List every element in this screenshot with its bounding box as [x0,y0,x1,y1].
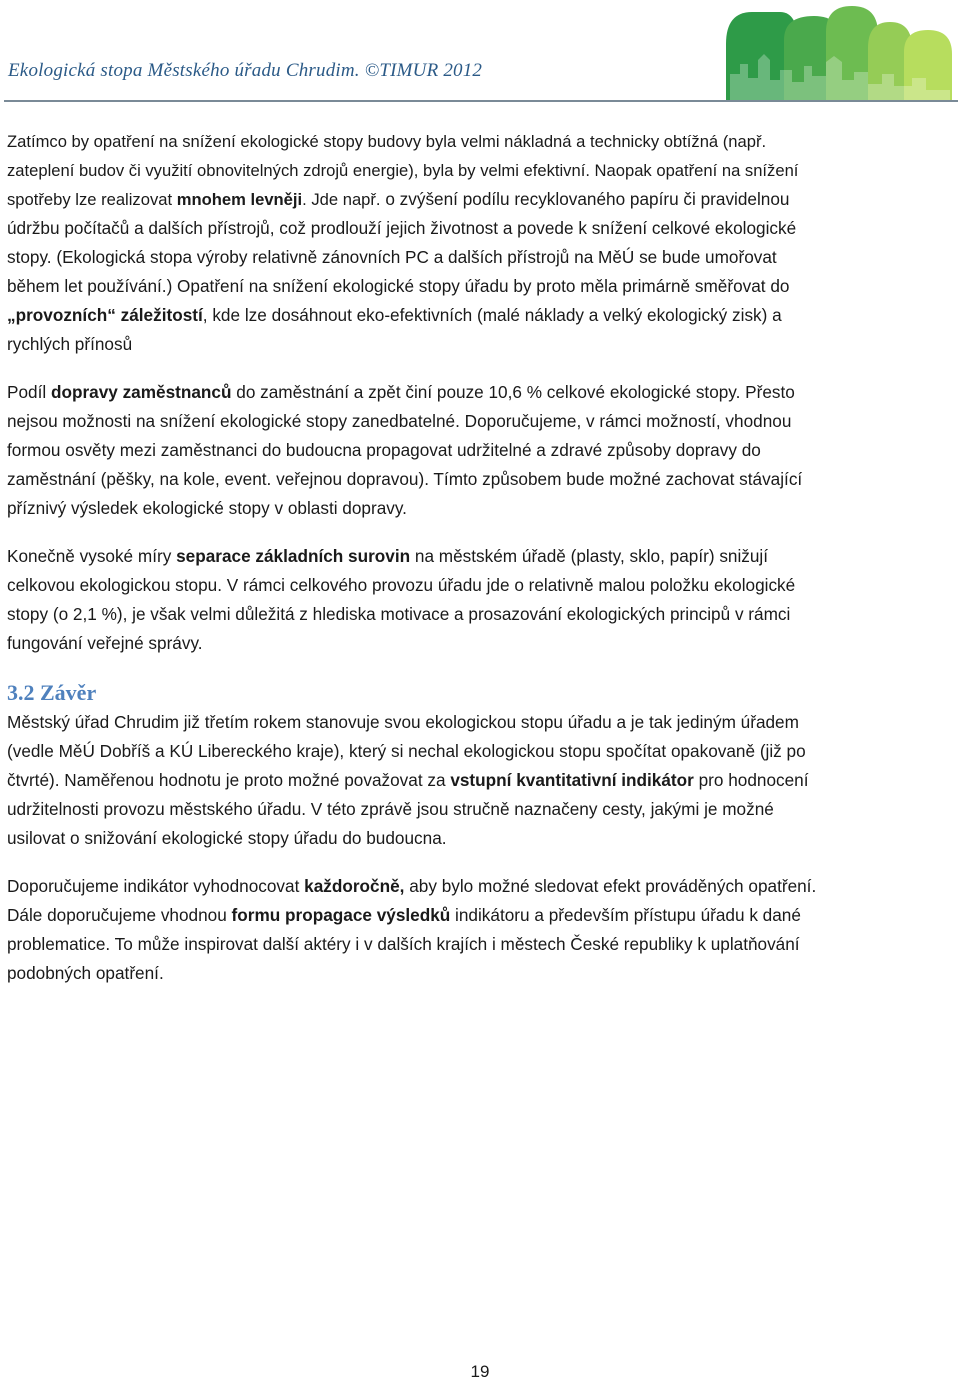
text-run: , kde lze dosáhnout eko-efektivních (malé náklady a velký ekologický zisk) a rychlých přínosů [7,305,782,354]
text-run: . Jde např. [302,190,381,209]
text-run: o zvýšení podílu recyklovaného papíru či pravidelnou údržbu počítačů a dalších přístrojů, což prodlouží jejich životnost a povede k snížení celkové ekologické stopy. (Ekologická stopa výroby relativně zánovních PC a dalších přístrojů na MěÚ se bude umořovat během let používání.) Opatření na snížení ekologické stopy úřadu by proto měla primárně směřovat do [7,189,797,296]
text-run: pro hodnocení udržitelnosti provozu městského úřadu. V této zprávě jsou stručně naznačeny cesty, jakými je možné usilovat o snižování ekologické stopy úřadu do budoucna. [7,770,809,848]
bold-run: „provozních“ záležitostí [7,305,203,325]
text-run: Konečně vysoké míry [7,546,177,566]
header-title: Ekologická stopa Městského úřadu Chrudim. ©TIMUR 2012 [8,60,483,81]
city-skyline-logo-icon [722,4,958,102]
bold-run: každoročně, [304,876,405,896]
text-run: do zaměstnání a zpět činí pouze 10,6 % celkové ekologické stopy. Přesto nejsou možnosti na snížení ekologické stopy zanedbatelné. Doporučujeme, v rámci možností, vhodnou formou osvěty mezi zaměstnanci do budoucna propagovat udržitelné a zdravé způsoby dopravy do zaměstnání (pěšky, na kole, event. veřejnou dopravou). Tímto způsobem bude možné zachovat stávající příznivý výsledek ekologické stopy v oblasti dopravy. [7,382,803,518]
document-body [7,127,822,988]
text-run: Doporučujeme indikátor vyhodnocovat [7,876,305,896]
text-run: Zatímco by opatření na snížení ekologické stopy budovy byla velmi nákladná a technicky obtížná (např. zateplení budov či využití obnovitelných zdrojů energie), byla by velmi efektivní. Naopak opatření na snížení spotřeby lze realizovat [7,132,799,209]
text-run: na městském úřadě (plasty, sklo, papír) snižují celkovou ekologickou stopu. V rámci celkového provozu úřadu jde o relativně malou položku ekologické stopy (o 2,1 %), je však velmi důležitá z hlediska motivace a prosazování ekologických principů v rámci fungování veřejné správy. [7,546,796,653]
paragraph-separation [7,542,822,658]
paragraph-transport [7,378,822,523]
header-divider [4,100,956,102]
page-number: 19 [470,1362,490,1381]
text-run: indikátoru a především přístupu úřadu k dané problematice. To může inspirovat další aktéry i v dalších krajích i městech České republiky k uplatňování podobných opatření. [7,905,801,983]
text-run: Městský úřad Chrudim již třetím rokem stanovuje svou ekologickou stopu úřadu a je tak jediným úřadem (vedle MěÚ Dobříš a KÚ Libereckého kraje), který si nechal ekologickou stopu spočítat opakovaně (již po čtvrté). Naměřenou hodnotu je proto možné považovat za [7,712,806,790]
text-run: Podíl [7,382,51,402]
page-header [0,0,960,103]
text-run: aby bylo možné sledovat efekt prováděných opatření. Dále doporučujeme vhodnou [7,876,817,925]
bold-run: vstupní kvantitativní indikátor [450,770,694,790]
bold-run: dopravy zaměstnanců [50,382,232,402]
bold-run: separace základních surovin [176,546,411,566]
section-heading: 3.2 Závěr [7,680,97,705]
paragraph-savings [7,127,822,359]
paragraph-recommendation [7,872,822,988]
bold-run: mnohem levněji [176,190,303,209]
paragraph-conclusion [7,708,822,853]
bold-run: formu propagace výsledků [231,905,451,925]
